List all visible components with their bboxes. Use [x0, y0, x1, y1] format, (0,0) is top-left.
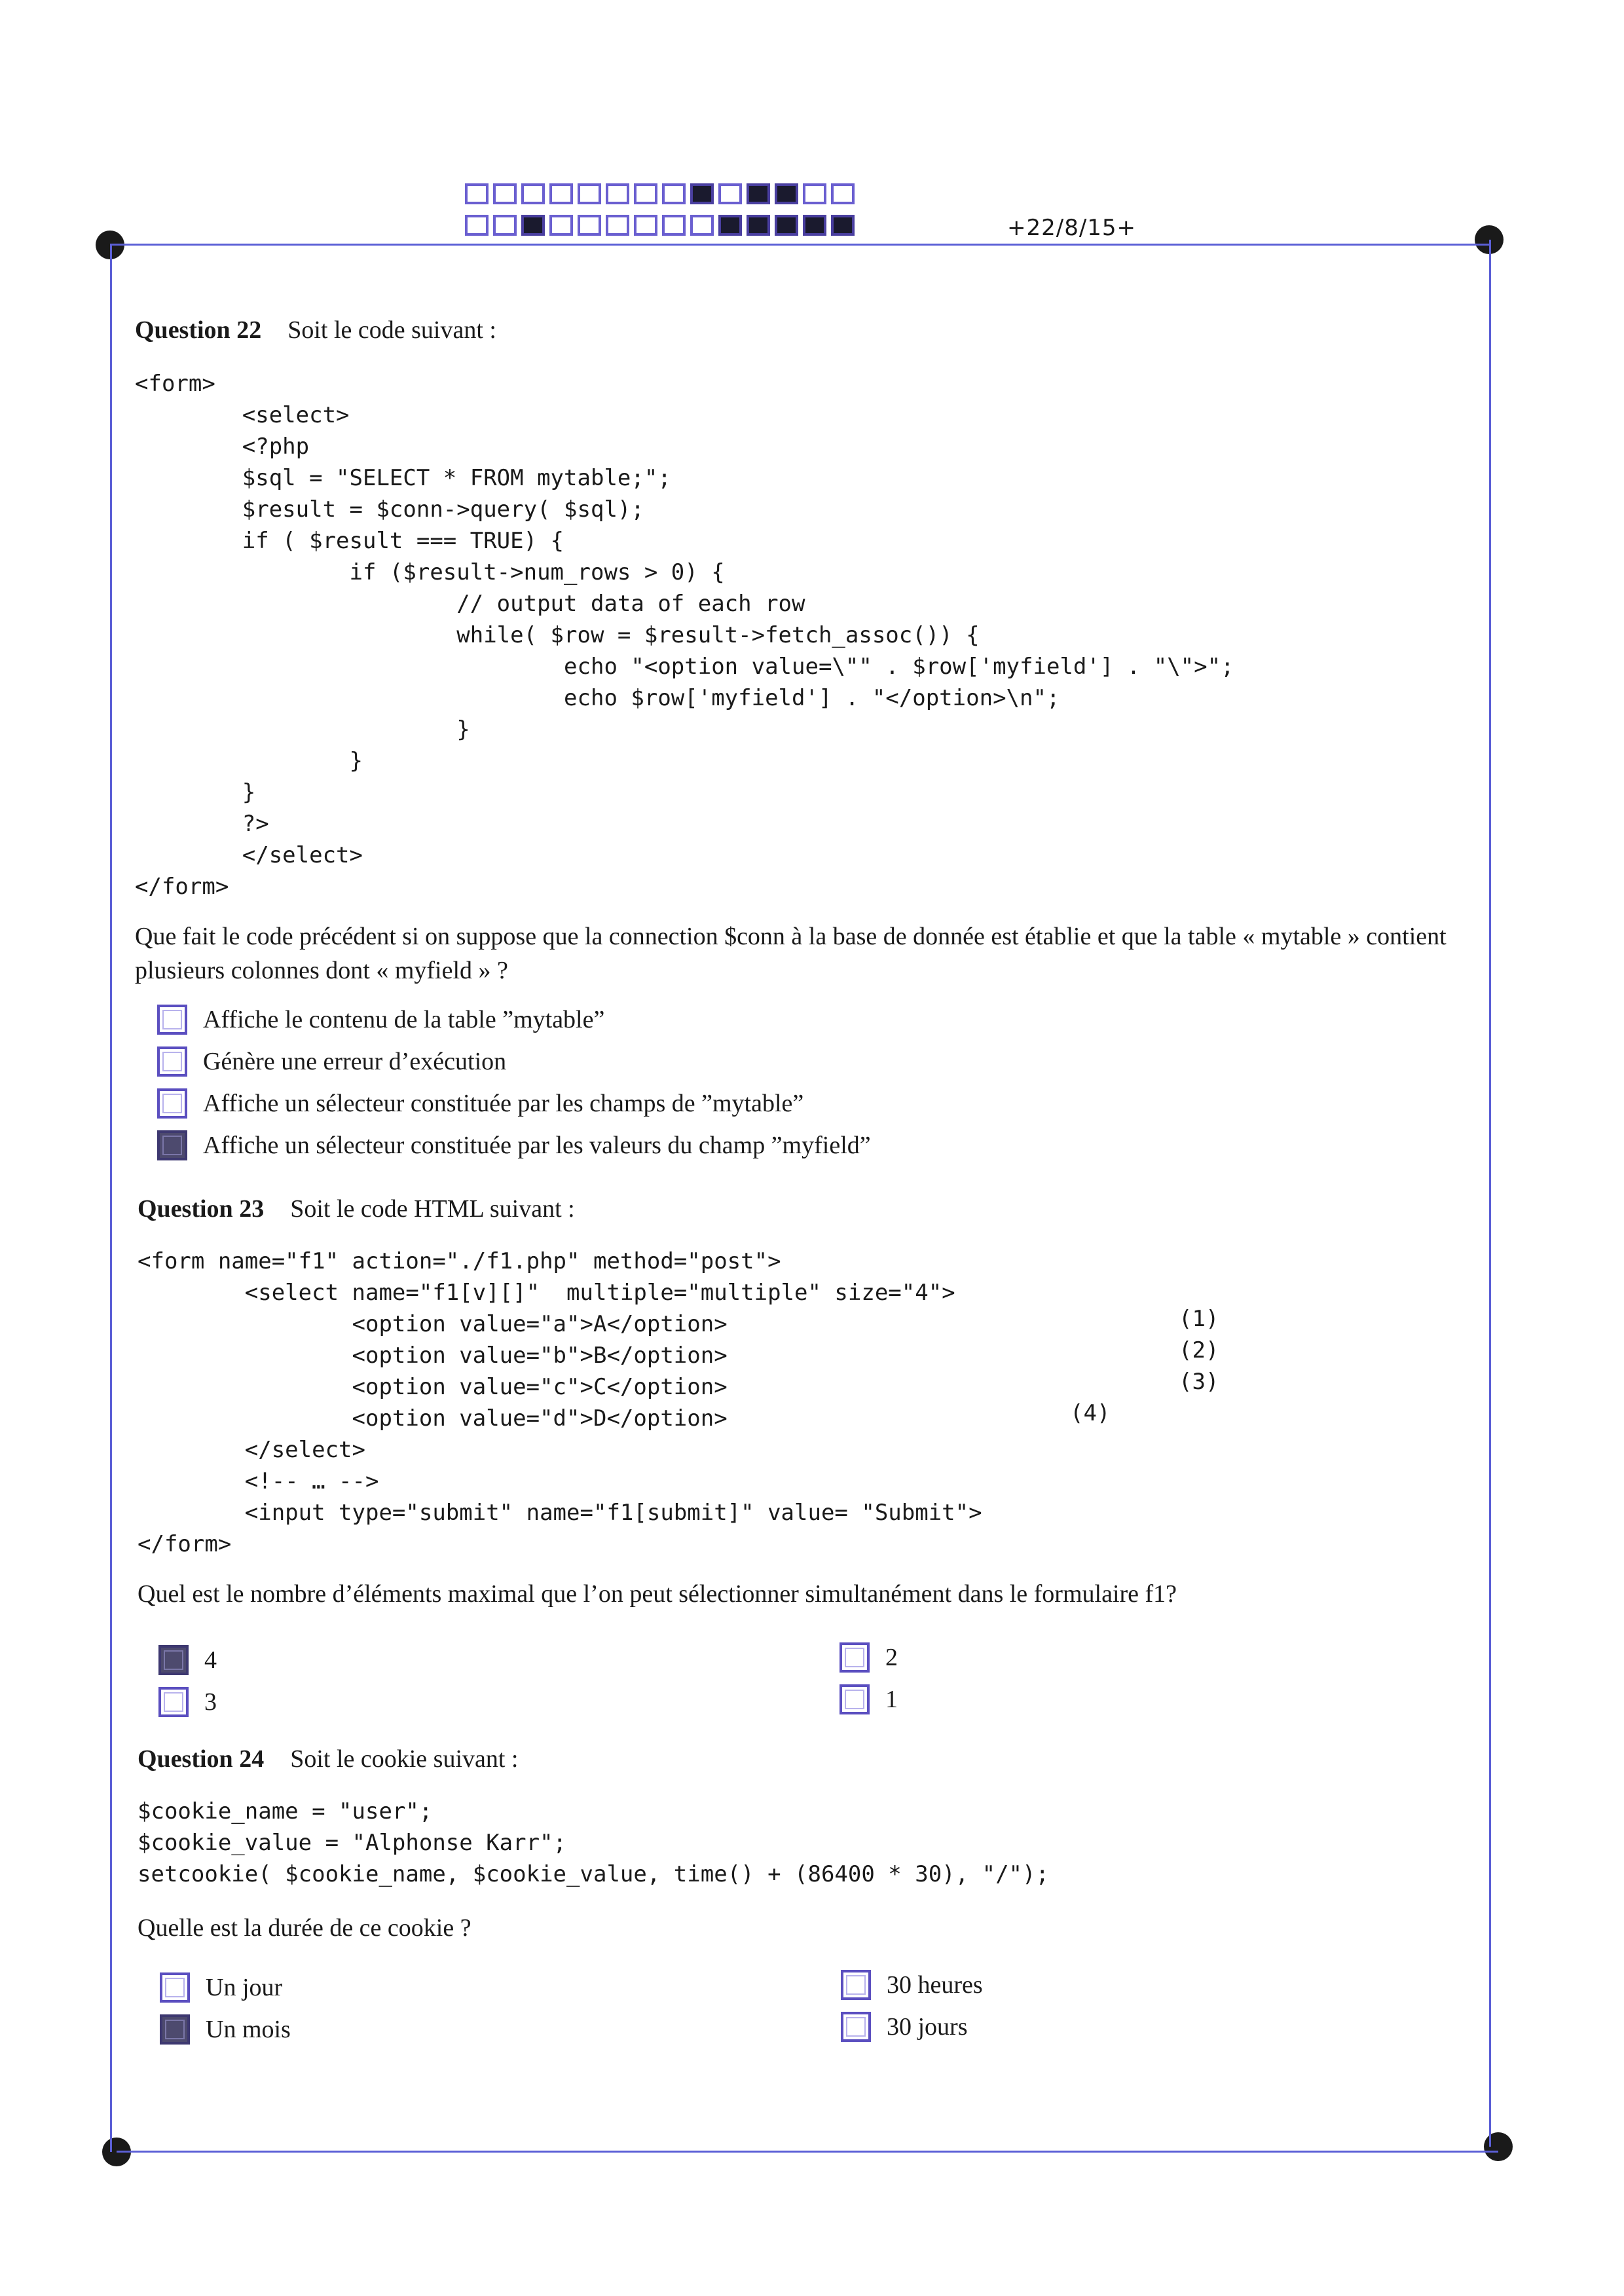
- id-box: [578, 215, 601, 236]
- id-box: [465, 183, 489, 204]
- q23-answer-3[interactable]: [158, 1687, 217, 1717]
- answer-label: Affiche un sélecteur constituée par les champs de ”mytable”: [203, 1090, 804, 1117]
- q23-answer-1[interactable]: [158, 1645, 217, 1675]
- q22-answer-3[interactable]: [157, 1088, 803, 1119]
- frame-right: [1489, 240, 1491, 2147]
- id-box-row-2: [465, 215, 855, 236]
- id-box-filled: [747, 215, 770, 236]
- checkbox-checked[interactable]: [157, 1130, 187, 1160]
- id-box: [493, 183, 517, 204]
- answer-label: 1: [885, 1686, 898, 1713]
- question-23-header: [138, 1194, 575, 1223]
- question-number: Question 22: [135, 316, 262, 344]
- answer-label: Un jour: [206, 1974, 283, 2001]
- frame-top: [110, 244, 1489, 246]
- checkbox[interactable]: [157, 1088, 187, 1119]
- answer-label: Affiche un sélecteur constituée par les valeurs du champ ”myfield”: [203, 1132, 871, 1159]
- id-box-filled: [831, 215, 855, 236]
- frame-left: [110, 245, 112, 2152]
- question-22-code: <form> <select> <?php $sql = "SELECT * FROM mytable;"; $result = $conn->query( $sql); if ( $result === TRUE) { if ($result->num_rows > 0) { // output data of each row while( $row = $result->fetch_assoc()) { echo "<option value=\"" . $row['myfield'] . "\">"; echo $row['myfield'] . "</option>\n"; } } } ?> </select> </form>: [135, 371, 1234, 900]
- id-box: [606, 183, 629, 204]
- question-24-code: $cookie_name = "user"; $cookie_value = "Alphonse Karr"; setcookie( $cookie_name, $cookie_value, time() + (86400 * 30), "/");: [138, 1798, 1049, 1887]
- id-box-filled: [521, 215, 545, 236]
- id-box: [803, 183, 826, 204]
- q23-answer-2[interactable]: [840, 1642, 898, 1673]
- id-box: [662, 183, 686, 204]
- answer-label: 3: [204, 1688, 217, 1716]
- registration-mark-bottom-right: [1484, 2132, 1513, 2161]
- id-box: [634, 215, 657, 236]
- checkbox-checked[interactable]: [158, 1645, 189, 1675]
- id-box-filled: [803, 215, 826, 236]
- q23-answer-4[interactable]: [840, 1684, 898, 1714]
- option-tag-3: (3): [1179, 1369, 1219, 1395]
- checkbox[interactable]: [157, 1005, 187, 1035]
- id-box: [493, 215, 517, 236]
- question-23-code: <form name="f1" action="./f1.php" method="post"> <select name="f1[v][]" multiple="multiple" size="4"> <option value="a">A</option> <option value="b">B</option> <option value="c">C</option> <option value="d">D</option> </select> <!-- … --> <input type="submit" name="f1[submit]" value= "Submit"> </form>: [138, 1248, 982, 1557]
- q22-answer-1[interactable]: [157, 1005, 604, 1035]
- q24-answer-1[interactable]: [160, 1972, 282, 2003]
- id-box-filled: [775, 183, 798, 204]
- question-intro: Soit le code HTML suivant :: [290, 1195, 575, 1223]
- option-tag-1: (1): [1179, 1306, 1219, 1332]
- question-22-text: Que fait le code précédent si on suppose que la connection $conn à la base de donnée est établie et que la table « mytable » contient plusieurs colonnes dont « myfield » ?: [135, 923, 1447, 984]
- checkbox[interactable]: [157, 1046, 187, 1077]
- id-box: [606, 215, 629, 236]
- question-number: Question 23: [138, 1195, 265, 1223]
- answer-label: 30 jours: [887, 2013, 968, 2041]
- id-box: [549, 215, 573, 236]
- question-intro: Soit le cookie suivant :: [290, 1745, 519, 1773]
- id-box: [690, 215, 714, 236]
- answer-label: Affiche le contenu de la table ”mytable”: [203, 1006, 605, 1033]
- checkbox-checked[interactable]: [160, 2014, 190, 2045]
- question-23-text: Quel est le nombre d’éléments maximal que l’on peut sélectionner simultanément dans le formulaire f1?: [138, 1580, 1177, 1608]
- question-number: Question 24: [138, 1745, 265, 1773]
- id-box-filled: [775, 215, 798, 236]
- question-22-header: [135, 316, 496, 344]
- checkbox[interactable]: [840, 1684, 870, 1714]
- q22-answer-2[interactable]: [157, 1046, 506, 1077]
- answer-label: 2: [885, 1644, 898, 1671]
- option-tag-2: (2): [1179, 1337, 1219, 1363]
- id-box-filled: [747, 183, 770, 204]
- answer-label: Un mois: [206, 2016, 291, 2043]
- question-24-text: Quelle est la durée de ce cookie ?: [138, 1914, 471, 1942]
- q24-answer-2[interactable]: [841, 1970, 983, 2000]
- checkbox[interactable]: [841, 2012, 871, 2042]
- answer-label: 4: [204, 1646, 217, 1674]
- q24-answer-3[interactable]: [160, 2014, 291, 2045]
- answer-label: 30 heures: [887, 1971, 983, 1999]
- q22-answer-4[interactable]: [157, 1130, 871, 1160]
- id-box: [465, 215, 489, 236]
- id-box-filled: [690, 183, 714, 204]
- id-box: [718, 183, 742, 204]
- q24-answer-4[interactable]: [841, 2012, 968, 2042]
- id-box-filled: [718, 215, 742, 236]
- checkbox[interactable]: [841, 1970, 871, 2000]
- id-box: [521, 183, 545, 204]
- checkbox[interactable]: [840, 1642, 870, 1673]
- answer-label: Génère une erreur d’exécution: [203, 1048, 507, 1075]
- id-box: [578, 183, 601, 204]
- frame-bottom: [117, 2151, 1498, 2153]
- question-intro: Soit le code suivant :: [287, 316, 496, 344]
- option-tag-4: (4): [1070, 1400, 1111, 1426]
- id-box: [831, 183, 855, 204]
- checkbox[interactable]: [158, 1687, 189, 1717]
- checkbox[interactable]: [160, 1972, 190, 2003]
- page-id: +22/8/15+: [1007, 215, 1137, 241]
- id-box: [662, 215, 686, 236]
- id-box: [549, 183, 573, 204]
- id-box-row-1: [465, 183, 855, 204]
- id-box: [634, 183, 657, 204]
- question-24-header: [138, 1745, 519, 1773]
